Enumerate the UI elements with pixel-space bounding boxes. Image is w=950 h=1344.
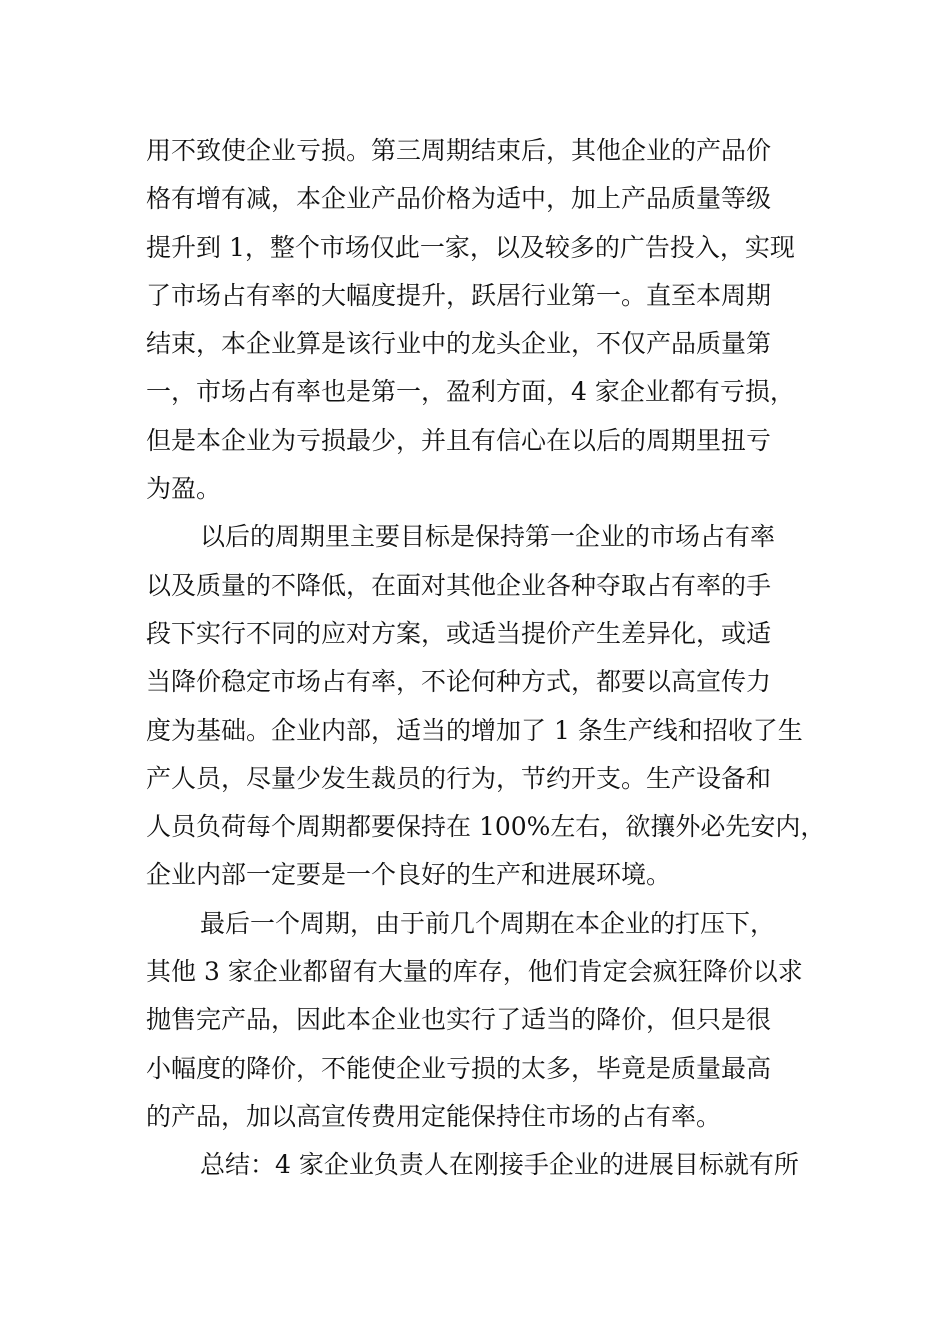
- text-line: 人员负荷每个周期都要保持在 100%左右，欲攘外必先安内，: [146, 812, 826, 842]
- text-line: 结束，本企业算是该行业中的龙头企业，不仅产品质量第: [146, 329, 772, 359]
- text-line: 以及质量的不降低，在面对其他企业各种夺取占有率的手: [146, 570, 772, 600]
- text-line: 用不致使企业亏损。第三周期结束后，其他企业的产品价: [146, 136, 772, 165]
- paragraph-start-line: 以后的周期里主要目标是保持第一企业的市场占有率: [200, 522, 776, 552]
- paragraph-start-line: 最后一个周期，由于前几个周期在本企业的打压下，: [200, 908, 776, 938]
- text-line: 其他 3 家企业都留有大量的库存，他们肯定会疯狂降价以求: [146, 957, 803, 987]
- text-line: 抛售完产品，因此本企业也实行了适当的降价，但只是很: [146, 1005, 772, 1035]
- text-line: 当降价稳定市场占有率，不论何种方式，都要以高宣传力: [146, 667, 772, 697]
- text-line: 为盈。: [146, 474, 222, 504]
- text-line: 度为基础。企业内部，适当的增加了 1 条生产线和招收了生: [146, 715, 803, 745]
- text-line: 提升到 1，整个市场仅此一家，以及较多的广告投入，实现: [146, 232, 795, 262]
- text-line: 的产品，加以高宣传费用定能保持住市场的占有率。: [146, 1101, 722, 1131]
- text-line: 企业内部一定要是一个良好的生产和进展环境。: [146, 860, 672, 890]
- paragraph-start-line: 总结：4 家企业负责人在刚接手企业的进展目标就有所: [200, 1150, 799, 1180]
- text-line: 一，市场占有率也是第一，盈利方面，4 家企业都有亏损，: [146, 377, 795, 407]
- text-line: 了市场占有率的大幅度提升，跃居行业第一。直至本周期: [146, 280, 772, 310]
- text-line: 小幅度的降价，不能使企业亏损的太多，毕竟是质量最高: [146, 1053, 772, 1083]
- text-line: 格有增有减，本企业产品价格为适中，加上产品质量等级: [146, 184, 772, 214]
- text-line: 但是本企业为亏损最少，并且有信心在以后的周期里扭亏: [146, 425, 772, 455]
- document-body: [146, 127, 826, 1190]
- text-line: 段下实行不同的应对方案，或适当提价产生差异化，或适: [146, 618, 772, 648]
- text-line: 产人员，尽量少发生裁员的行为，节约开支。生产设备和: [146, 763, 772, 793]
